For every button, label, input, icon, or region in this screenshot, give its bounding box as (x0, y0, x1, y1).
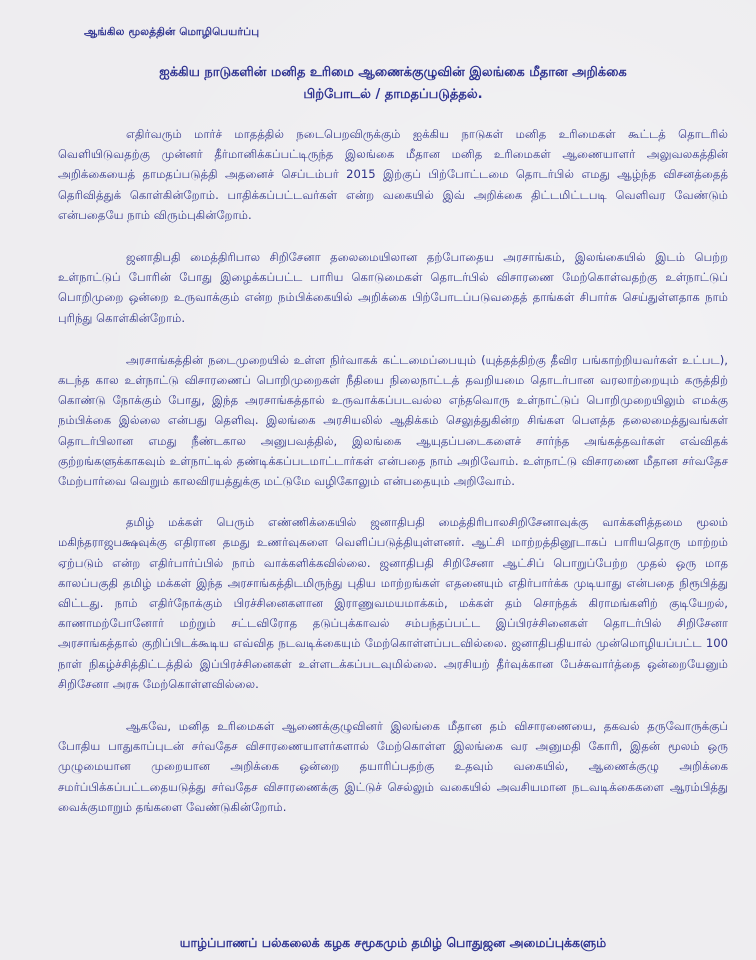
paragraph-4: தமிழ் மக்கள் பெரும் எண்ணிக்கையில் ஜனாதிபதி மைத்திரிபாலசிறிசேனாவுக்கு வாக்களித்தமை மூலம் மகிந்தராஜபக்ஷவுக்கு எதிரான தமது உணர்வுகளை வெளிப்படுத்தியுள்ளனர். ஆட்சி மாற்றத்தினூடாகப் பாரியதொரு மாற்றம் ஏற்படும் என்ற எதிர்பார்ப்பில் நாம் வாக்களிக்கவில்லை. ஜனாதிபதி சிறிசேனா ஆட்சிப் பொறுப்பேற்ற முதல் ஒரு மாத காலப்பகுதி தமிழ் மக்கள் இந்த அரசாங்கத்திடமிருந்து புதிய மாற்றங்கள் எதனையும் எதிர்பார்க்க முடியாது என்பதை நிரூபித்து விட்டது. நாம் எதிர்நோக்கும் பிரச்சினைகளான இராணுவமயமாக்கம், மக்கள் தம் சொந்தக் கிராமங்களிற் குடியேறல், காணாமற்போனோர் மற்றும் சட்டவிரோத தடுப்புக்காவல் சம்பந்தப்பட்ட இப்பிரச்சினைகள் தொடர்பில் சிறிசேனா அரசாங்கத்தால் குறிப்பிடக்கூடிய எவ்வித நடவடிக்கையும் மேற்கொள்ளப்படவில்லை. ஜனாதிபதியால் முன்மொழியப்பட்ட 100 நாள் நிகழ்ச்சித்திட்டத்தில் இப்பிரச்சினைகள் உள்ளடக்கப்படவுமில்லை. அரசியற் தீர்வுக்கான பேச்சுவார்த்தை ஒன்றையேனும் சிறிசேனா அரசு மேற்கொள்ளவில்லை. (58, 515, 728, 691)
signatory-line: யாழ்ப்பாணப் பல்கலைக் கழக சமூகமும் தமிழ் பொதுஜன அமைப்புக்களும் (179, 935, 607, 950)
paragraph-2: ஜனாதிபதி மைத்திரிபால சிறிசேனா தலைமையிலான தற்போதைய அரசாங்கம், இலங்கையில் இடம் பெற்ற உள்நாட்டுப் போரின் போது இழைக்கப்பட்ட பாரிய கொடுமைகள் தொடர்பில் விசாரணை மேற்கொள்வதற்கு உள்நாட்டுப் பொறிமுறை ஒன்றை உருவாக்கும் என்ற நம்பிக்கையில் அறிக்கை பிற்போடப்படுவதைத் தாங்கள் சிபார்சு செய்துள்ளதாக நாம் புரிந்து கொள்கின்றோம். (58, 250, 728, 325)
translation-note: ஆங்கில மூலத்தின் மொழிபெயர்ப்பு (84, 26, 260, 38)
title-line-1: ஐக்கிய நாடுகளின் மனித உரிமை ஆணைக்குழுவின் இலங்கை மீதான அறிக்கை (159, 65, 627, 80)
paragraph-3: அரசாங்கத்தின் நடைமுறையில் உள்ள நிர்வாகக் கட்டமைப்பையும் (யுத்தத்திற்கு தீவிர பங்காற்றியவர்கள் உட்பட), கடந்த கால உள்நாட்டு விசாரணைப் பொறிமுறைகள் நீதியை நிலைநாட்டத் தவறியமை தொடர்பான வரலாற்றையும் கருத்திற் கொண்டு நோக்கும் போது, இந்த அரசாங்கத்தால் உருவாக்கப்படவல்ல எந்தவொரு உள்நாட்டுப் பொறிமுறையிலும் எமக்கு நம்பிக்கை இல்லை என்பது தெளிவு. இலங்கை அரசியலில் ஆதிக்கம் செலுத்துகின்ற சிங்கள பௌத்த தலைமைத்துவங்கள் தொடர்பிலான எமது நீண்டகால அனுபவத்தில், இலங்கை ஆயுதப்படைகளைச் சார்ந்த அங்கத்தவர்கள் எவ்விதக் குற்றங்களுக்காகவும் உள்நாட்டில் தண்டிக்கப்படமாட்டார்கள் என்பதை நாம் அறிவோம். உள்நாட்டு விசாரணை மீதான சர்வதேச மேற்பார்வை வெறும் காலவிரயத்துக்கு மட்டுமே வழிகோலும் என்பதையும் அறிவோம். (58, 352, 728, 489)
paragraph-1: எதிர்வரும் மார்ச் மாதத்தில் நடைபெறவிருக்கும் ஐக்கிய நாடுகள் மனித உரிமைகள் கூட்டத் தொடரில் வெளியிடுவதற்கு முன்னர் தீர்மானிக்கப்பட்டிருந்த இலங்கை மீதான மனித உரிமைகள் ஆணையாளர் அலுவலகத்தின் அறிக்கையைத் தாமதப்படுத்தி அதனைச் செப்டம்பர் 2015 இற்குப் பிற்போட்டமை தொடர்பில் எமது ஆழ்ந்த விசனத்தைத் தெரிவித்துக் கொள்கின்றோம். பாதிக்கப்பட்டவர்கள் என்ற வகையில் இவ் அறிக்கை திட்டமிட்டபடி வெளிவர வேண்டும் என்பதையே நாம் விரும்புகின்றோம். (58, 127, 728, 222)
document-body (58, 124, 728, 836)
title-line-2: பிற்போடல் / தாமதப்படுத்தல். (303, 87, 483, 102)
paragraph-5: ஆகவே, மனித உரிமைகள் ஆணைக்குழுவினர் இலங்கை மீதான தம் விசாரணையை, தகவல் தருவோருக்குப் போதிய பாதுகாப்புடன் சர்வதேச விசாரணையாளர்களால் மேற்கொள்ள இலங்கை வர அனுமதி கோரி, இதன் மூலம் ஒரு முழுமையான முறையான அறிக்கை ஒன்றை தயாரிப்பதற்கு உதவும் வகையில், ஆணைக்குழு அறிக்கை சமர்ப்பிக்கப்பட்டதையடுத்து சர்வதேச விசாரணைக்கு இட்டுச் செல்லும் வகையில் அவசியமான நடவடிக்கைகளை ஆரம்பித்து வைக்குமாறும் தங்களை வேண்டுகின்றோம். (58, 719, 728, 814)
document-title (58, 62, 728, 106)
